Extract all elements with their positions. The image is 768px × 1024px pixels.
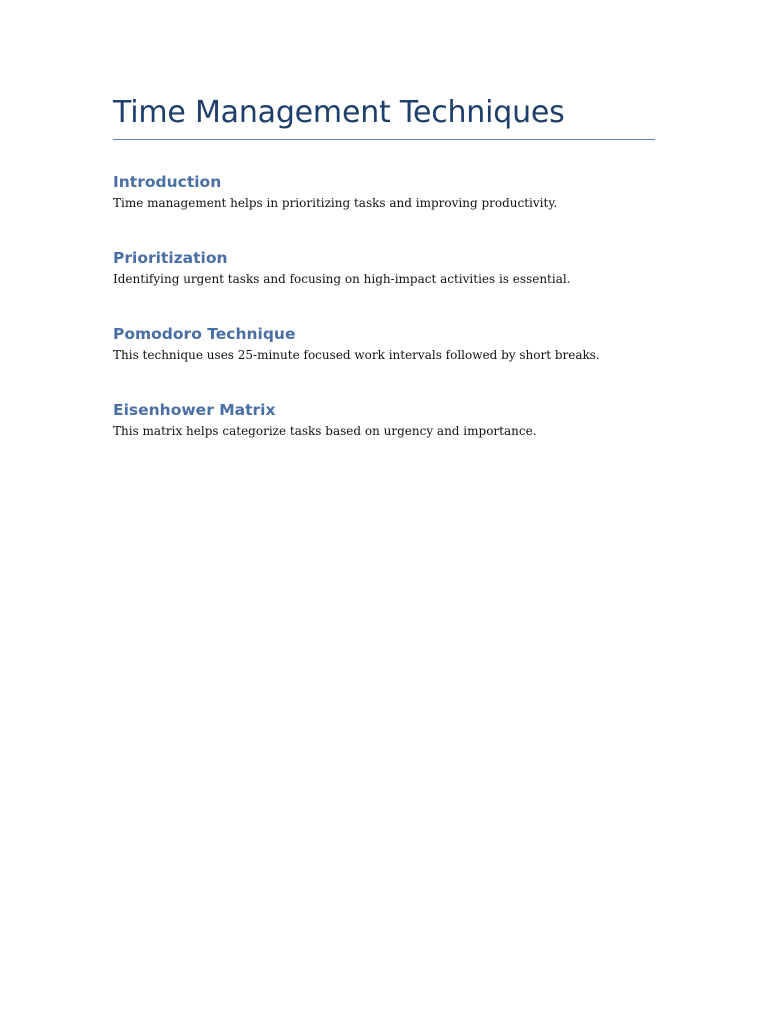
section-heading: Introduction — [113, 173, 222, 191]
section-pomodoro-technique — [113, 324, 655, 363]
document-title: Time Management Techniques — [113, 95, 565, 130]
title-underline — [113, 139, 655, 140]
section-paragraph: This matrix helps categorize tasks based on urgency and importance. — [113, 424, 537, 438]
section-heading: Prioritization — [113, 249, 228, 267]
document-content — [113, 92, 655, 439]
section-introduction — [113, 172, 655, 211]
section-prioritization — [113, 248, 655, 287]
section-paragraph: Time management helps in prioritizing tasks and improving productivity. — [113, 196, 558, 210]
section-eisenhower-matrix — [113, 400, 655, 439]
section-paragraph: This technique uses 25-minute focused work intervals followed by short breaks. — [113, 348, 600, 362]
section-heading: Pomodoro Technique — [113, 325, 296, 343]
section-heading: Eisenhower Matrix — [113, 401, 276, 419]
section-paragraph: Identifying urgent tasks and focusing on high-impact activities is essential. — [113, 272, 571, 286]
